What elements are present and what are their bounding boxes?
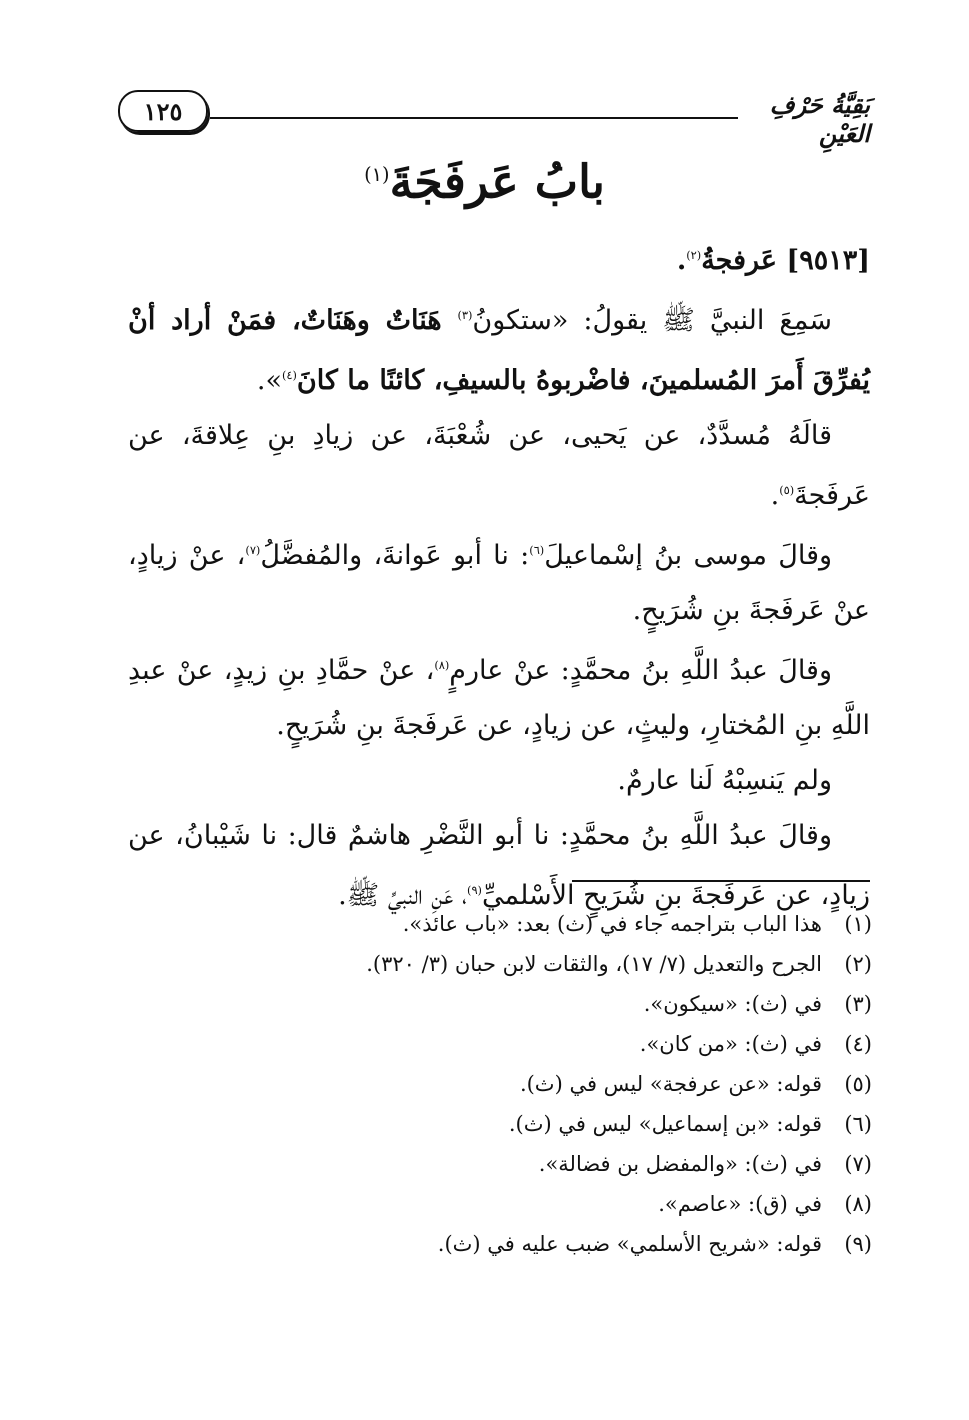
main-text [128,228,870,923]
entry-number: [٩٥١٣] [786,245,870,276]
footnote-text: الجرح والتعديل (٧/ ١٧)، والثقات لابن حبان (٣/ ٣٢٠). [366,952,822,976]
footnote-number: (١) [844,912,872,936]
footnote-ref: (٣) [457,308,473,322]
footnote-ref: (٨) [434,658,450,672]
footnote-ref: (٦) [529,543,545,557]
chapter-title-text: بابُ عَرفَجَةَ [389,154,605,209]
footnote-item [150,1024,872,1064]
footnote-ref: (١) [364,163,390,186]
footnote-item [150,1224,872,1264]
paragraph-hadith [128,288,870,408]
footnote-ref: (٥) [779,483,795,497]
text-segment: سَمِعَ النبيَّ ﷺ يقولُ: «ستكونُ [472,305,833,336]
text-segment: وقالَ موسى بنُ إسْماعيلَ [544,540,833,571]
page-number-badge [118,90,208,132]
footnote-item [150,1064,872,1104]
text-segment: . [770,480,780,511]
footnote-text: في (ث): «من كان». [639,1032,822,1056]
footnote-separator [572,880,870,882]
paragraph-isnad-1 [128,408,870,523]
footnote-number: (٢) [844,952,872,976]
text-segment: ، عنْ زيادٍ، عنْ عَرفَجةَ بنِ شُرَيحٍ. [128,540,870,626]
entry-name: عَرفجةُ [701,245,778,276]
footnote-number: (٣) [844,992,872,1016]
footnote-ref: (٩) [467,883,482,897]
footnote-text: في (ث): «والمفضل بن فضالة». [538,1152,822,1176]
header-rule [210,117,738,119]
text-segment: ، عنْ حمَّادِ بنِ زيدٍ، عنْ عبدِ اللَّهِ بنِ المُختارِ، وليثٍ، عن زيادٍ، عن عَرفَجةَ بنِ شُرَيحٍ. [128,655,870,741]
footnote-number: (٨) [844,1192,872,1216]
footnote-text: في (ث): «سيكون». [643,992,822,1016]
paragraph-isnad-3 [128,638,870,753]
text-segment: وقالَ عبدُ اللَّهِ بنُ محمَّدٍ: نا أبو النَّضْرِ هاشمٌ قال: نا شَيْبانُ، عن زيادٍ، عن عَرفَجةَ بنِ شُرَيحٍ الأَسْلميِّ [128,820,870,911]
paragraph-note [128,753,870,808]
footnote-item [150,1144,872,1184]
text-segment: قالَهُ مُسدَّدٌ، عن يَحيى، عن شُعْبَةَ، عن زيادِ بنِ عِلاقةَ، عن عَرفَجةَ [128,420,870,511]
text-segment: ». [256,365,282,396]
footnote-number: (٦) [844,1112,872,1136]
running-title: بَقِيَّةُ حَرْفِ العَيْنِ [769,90,870,148]
text-segment: ولم يَنسِبْهُ لَنا عارمٌ. [617,765,832,796]
entry-heading: [٩٥١٣] عَرفجةُ$^{(٢)}$. [676,245,870,276]
footnote-item [150,984,872,1024]
footnote-number: (٧) [844,1152,872,1176]
footnote-ref: (٧) [245,543,261,557]
footnote-number: (٩) [844,1232,872,1256]
text-segment: : نا أبو عَوانةَ، والمُفضَّلُ [260,540,530,571]
footnote-item [150,904,872,944]
footnote-item [150,944,872,984]
text-segment: ، عَنِ النبيِّ ﷺ. [338,880,468,911]
footnote-text: في (ق): «عاصم». [658,1192,822,1216]
footnotes-list [150,904,872,1264]
footnote-ref: (٢) [686,248,702,262]
footnote-number: (٥) [844,1072,872,1096]
footnote-ref: (٤) [281,368,297,382]
hadith-text: هَنَاتٌ وهَنَاتٌ، فمَنْ أراد أنْ يُفرِّقَ أَمرَ المُسلمينَ، فاضْربوهُ بالسيفِ، كائنًا ما كانَ [128,305,870,396]
running-header [118,90,870,148]
paragraph-isnad-2 [128,523,870,638]
page-number: ١٢٥ [143,96,183,126]
footnote-number: (٤) [844,1032,872,1056]
footnote-item [150,1184,872,1224]
chapter-title [0,140,969,216]
text-segment: وقالَ عبدُ اللَّهِ بنُ محمَّدٍ: عنْ عارمٍ [449,655,833,686]
footnote-text: قوله: «عن عرفجة» ليس في (ث). [519,1072,822,1096]
footnote-text: هذا الباب بتراجمه جاء في (ث) بعد: «باب عائذ». [402,912,822,936]
footnote-text: قوله: «بن إسماعيل» ليس في (ث). [508,1112,822,1136]
footnote-text: قوله: «شريح الأسلمي» ضبب عليه في (ث). [437,1232,822,1256]
footnote-item [150,1104,872,1144]
